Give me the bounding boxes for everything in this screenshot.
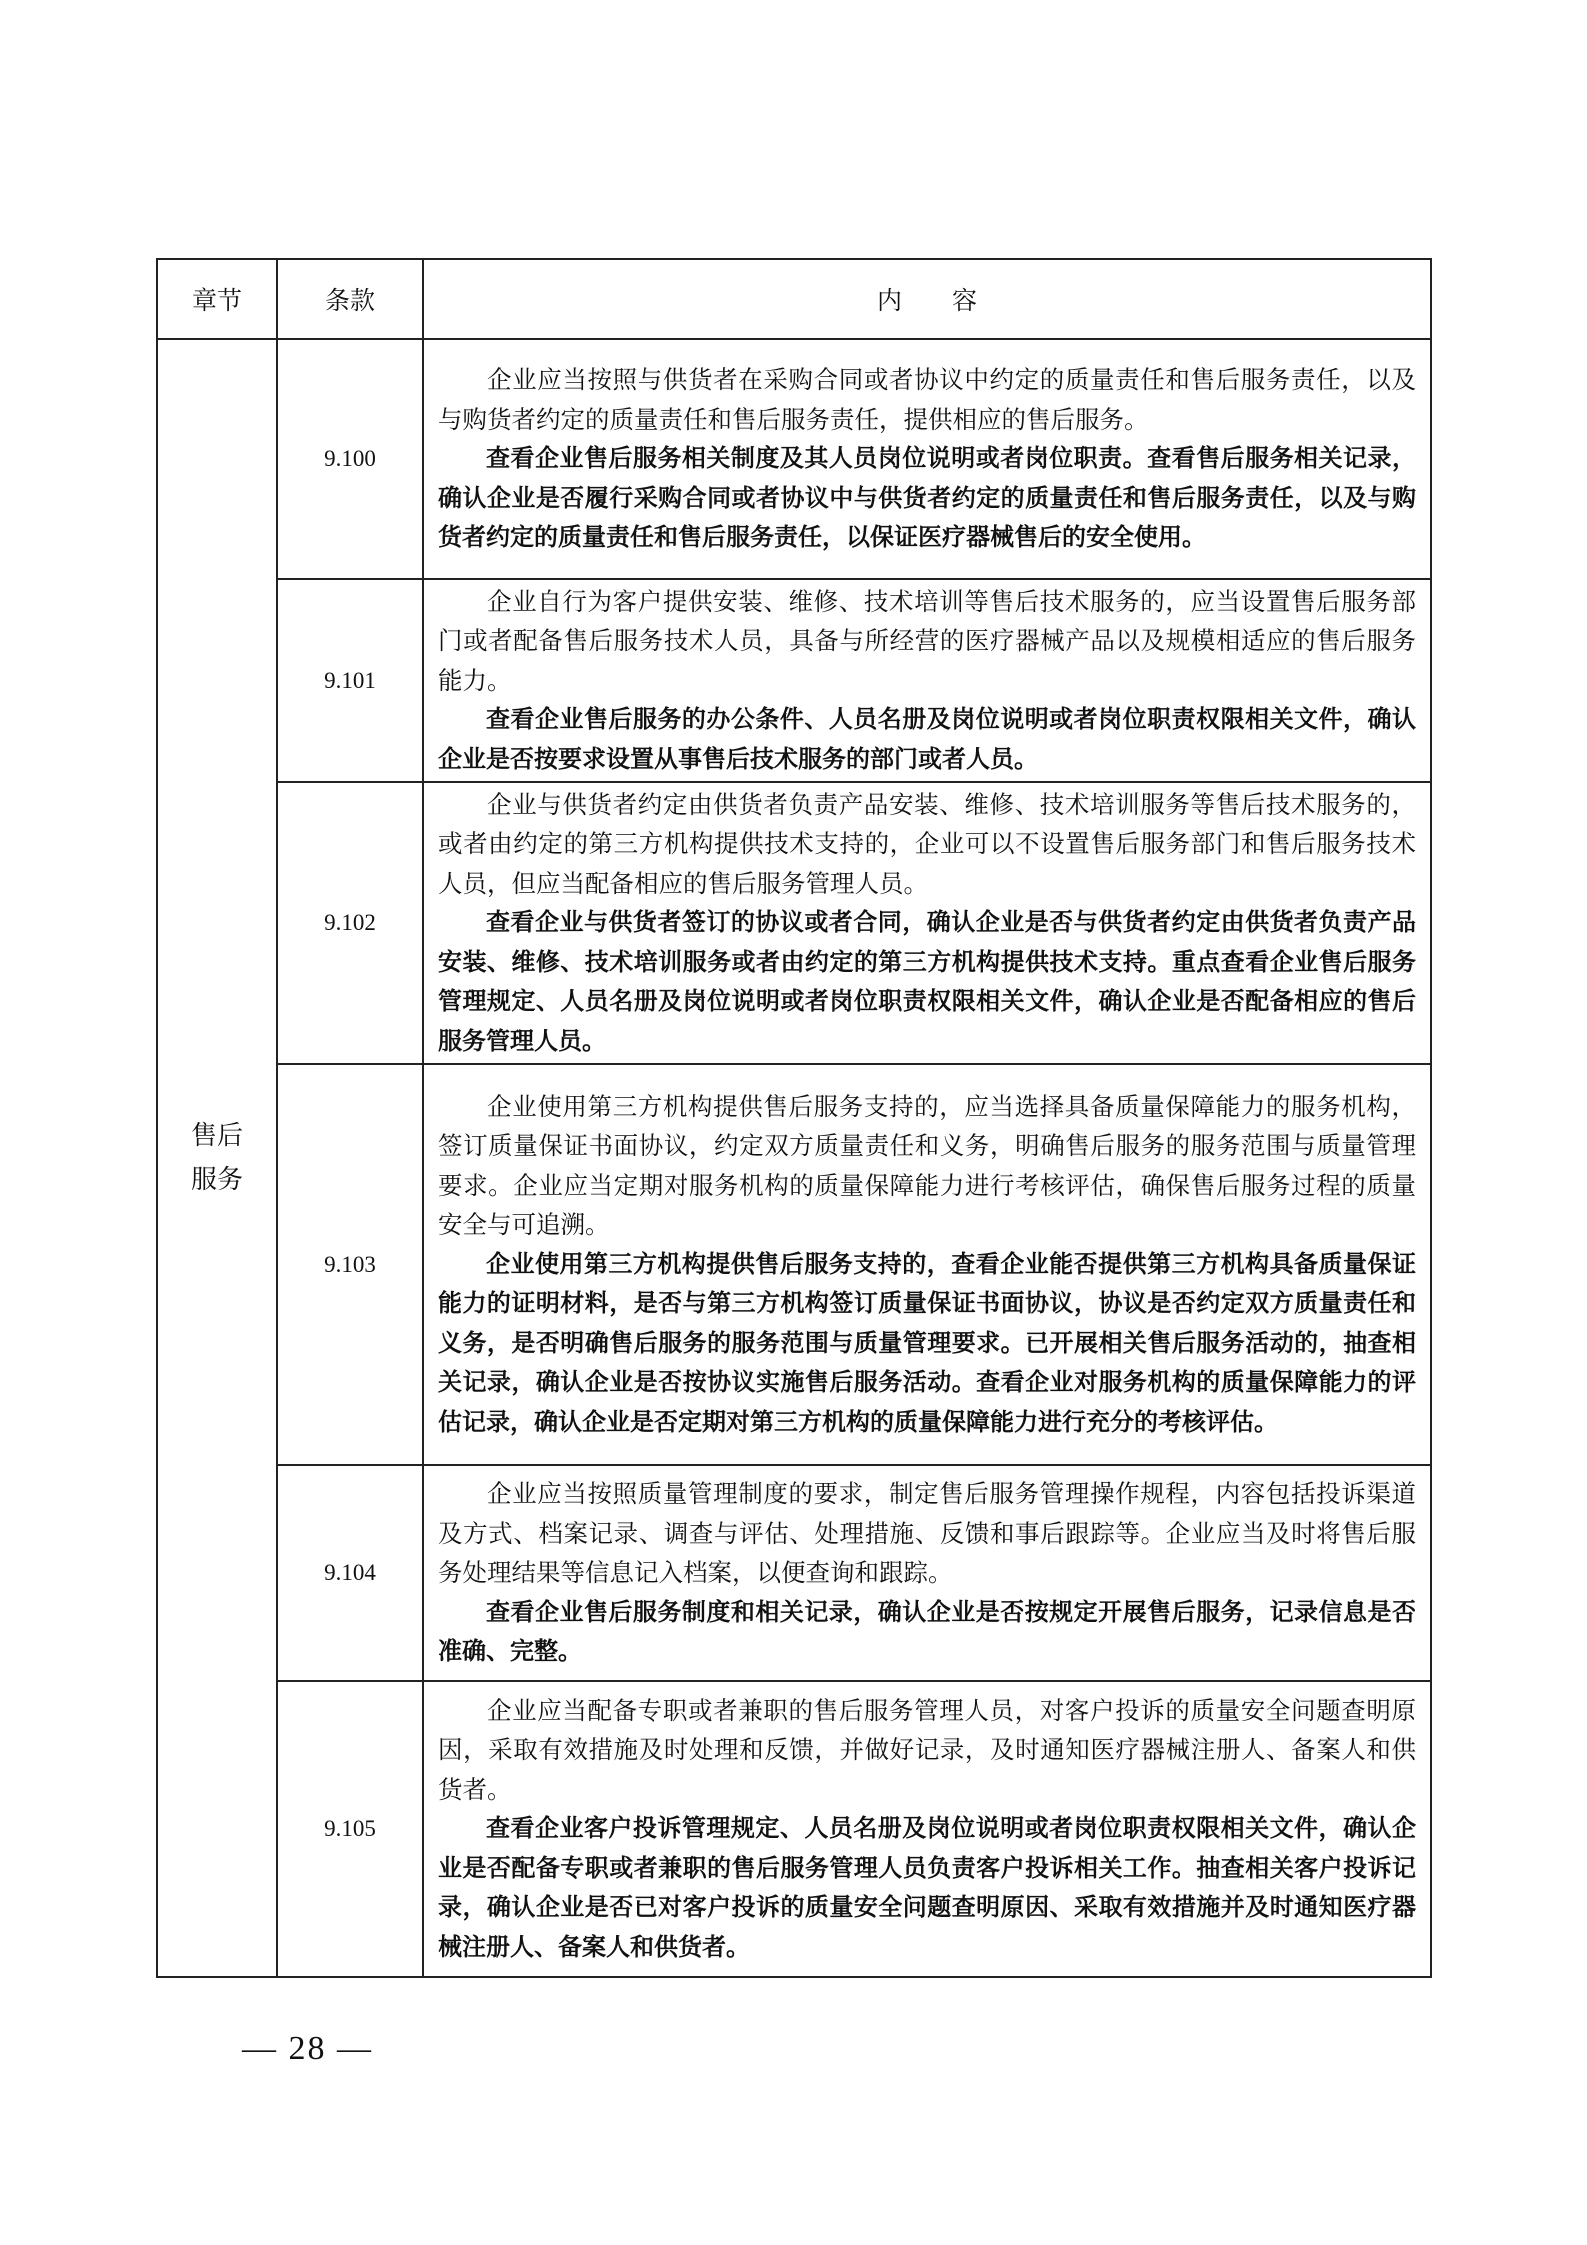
table-row <box>157 579 1431 782</box>
content-cell <box>423 339 1431 579</box>
requirement-text: 企业使用第三方机构提供售后服务支持的，应当选择具备质量保障能力的服务机构，签订质量保证书面协议，约定双方质量责任和义务，明确售后服务的服务范围与质量管理要求。企业应当定期对服务机构的质量保障能力进行考核评估，确保售后服务过程的质量安全与可追溯。 <box>438 1091 1416 1240</box>
table-row <box>157 339 1431 579</box>
requirements-table <box>156 258 1432 1978</box>
check-method-text: 查看企业售后服务的办公条件、人员名册及岗位说明或者岗位职责权限相关文件，确认企业是否按要求设置从事售后技术服务的部门或者人员。 <box>438 705 1416 773</box>
clause-number: 9.101 <box>277 579 423 782</box>
clause-number: 9.103 <box>277 1064 423 1465</box>
header-clause: 条款 <box>277 259 423 339</box>
check-method-text: 查看企业客户投诉管理规定、人员名册及岗位说明或者岗位职责权限相关文件，确认企业是否配备专职或者兼职的售后服务管理人员负责客户投诉相关工作。抽查相关客户投诉记录，确认企业是否已对客户投诉的质量安全问题查明原因、采取有效措施并及时通知医疗器械注册人、备案人和供货者。 <box>438 1814 1416 1961</box>
requirement-text: 企业与供货者约定由供货者负责产品安装、维修、技术培训服务等售后技术服务的，或者由约定的第三方机构提供技术支持的，企业可以不设置售后服务部门和售后服务技术人员，但应当配备相应的售后服务管理人员。 <box>438 789 1416 898</box>
table-row <box>157 1465 1431 1681</box>
check-method-text: 企业使用第三方机构提供售后服务支持的，查看企业能否提供第三方机构具备质量保证能力的证明材料，是否与第三方机构签订质量保证书面协议，协议是否约定双方质量责任和义务，是否明确售后服务的服务范围与质量管理要求。已开展相关售后服务活动的，抽查相关记录，确认企业是否按协议实施售后服务活动。查看企业对服务机构的质量保障能力的评估记录，确认企业是否定期对第三方机构的质量保障能力进行充分的考核评估。 <box>438 1249 1416 1436</box>
requirement-text: 企业自行为客户提供安装、维修、技术培训等售后技术服务的，应当设置售后服务部门或者配备售后服务技术人员，具备与所经营的医疗器械产品以及规模相适应的售后服务能力。 <box>438 586 1416 695</box>
content-cell <box>423 1465 1431 1681</box>
header-content: 内 容 <box>423 259 1431 339</box>
check-method-text: 查看企业售后服务相关制度及其人员岗位说明或者岗位职责。查看售后服务相关记录，确认企业是否履行采购合同或者协议中与供货者约定的质量责任和售后服务责任，以及与购货者约定的质量责任和售后服务责任，以保证医疗器械售后的安全使用。 <box>438 444 1416 552</box>
table-row <box>157 782 1431 1064</box>
clause-number: 9.102 <box>277 782 423 1064</box>
requirement-text: 企业应当按照质量管理制度的要求，制定售后服务管理操作规程，内容包括投诉渠道及方式、档案记录、调查与评估、处理措施、反馈和事后跟踪等。企业应当及时将售后服务处理结果等信息记入档案，以便查询和跟踪。 <box>438 1479 1416 1588</box>
check-method-text: 查看企业售后服务制度和相关记录，确认企业是否按规定开展售后服务，记录信息是否准确、完整。 <box>438 1597 1416 1666</box>
page-number: — 28 — <box>242 2030 373 2067</box>
content-cell <box>423 1064 1431 1465</box>
chapter-cell: 售后 服务 <box>157 339 277 1977</box>
content-cell <box>423 782 1431 1064</box>
content-cell <box>423 1681 1431 1977</box>
requirement-text: 企业应当配备专职或者兼职的售后服务管理人员，对客户投诉的质量安全问题查明原因，采取有效措施及时处理和反馈，并做好记录，及时通知医疗器械注册人、备案人和供货者。 <box>438 1695 1416 1804</box>
header-chapter: 章节 <box>157 259 277 339</box>
clause-number: 9.104 <box>277 1465 423 1681</box>
requirement-text: 企业应当按照与供货者在采购合同或者协议中约定的质量责任和售后服务责任，以及与购货者约定的质量责任和售后服务责任，提供相应的售后服务。 <box>438 365 1416 434</box>
content-cell <box>423 579 1431 782</box>
clause-number: 9.105 <box>277 1681 423 1977</box>
requirements-table-wrapper <box>156 258 1430 1978</box>
table-header-row <box>157 259 1431 339</box>
check-method-text: 查看企业与供货者签订的协议或者合同，确认企业是否与供货者约定由供货者负责产品安装、维修、技术培训服务或者由约定的第三方机构提供技术支持。重点查看企业售后服务管理规定、人员名册及岗位说明或者岗位职责权限相关文件，确认企业是否配备相应的售后服务管理人员。 <box>438 908 1416 1055</box>
table-row <box>157 1064 1431 1465</box>
clause-number: 9.100 <box>277 339 423 579</box>
table-row <box>157 1681 1431 1977</box>
